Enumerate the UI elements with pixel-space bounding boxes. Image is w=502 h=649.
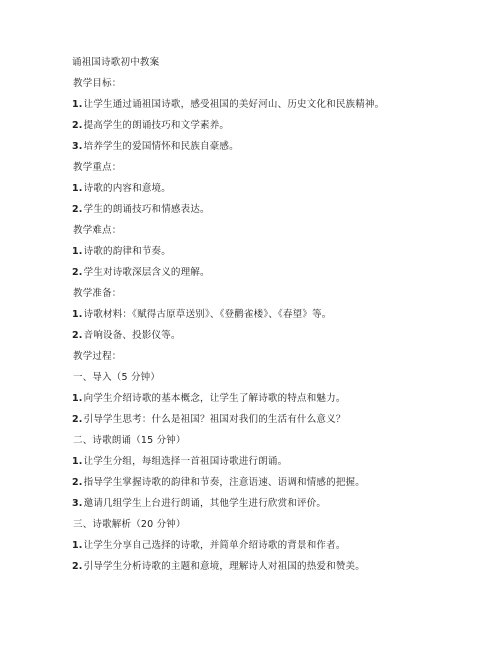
document-title bbox=[72, 56, 462, 77]
list-item bbox=[72, 245, 462, 266]
list-item bbox=[72, 182, 462, 203]
line-number: 1. bbox=[72, 99, 83, 110]
line-text: 培养学生的爱国情怀和民族自豪感。 bbox=[83, 141, 239, 152]
line-number: 1. bbox=[72, 456, 83, 467]
list-item bbox=[72, 476, 462, 497]
document-title-text: 诵祖国诗歌初中教案 bbox=[72, 57, 160, 68]
line-text: 教学重点： bbox=[73, 162, 122, 173]
list-item bbox=[72, 98, 462, 119]
line-text: 引导学生分析诗歌的主题和意境，理解诗人对祖国的热爱和赞美。 bbox=[83, 561, 365, 572]
line-number: 2. bbox=[72, 414, 83, 425]
line-text: 让学生通过诵祖国诗歌，感受祖国的美好河山、历史文化和民族精神。 bbox=[83, 99, 385, 110]
list-item bbox=[72, 455, 462, 476]
subsection-heading bbox=[72, 371, 462, 392]
line-text: 让学生分组，每组选择一首祖国诗歌进行朗诵。 bbox=[83, 456, 288, 467]
list-item bbox=[72, 308, 462, 329]
list-item bbox=[72, 560, 462, 581]
line-number: 3. bbox=[72, 141, 83, 152]
line-number: 1. bbox=[72, 540, 83, 551]
section-heading-preparation bbox=[72, 287, 462, 308]
line-text: 二、诗歌朗诵（15 分钟） bbox=[73, 435, 186, 446]
list-item bbox=[72, 413, 462, 434]
line-text: 提高学生的朗诵技巧和文学素养。 bbox=[83, 120, 230, 131]
line-text: 教学目标： bbox=[73, 78, 122, 89]
list-item bbox=[72, 266, 462, 287]
line-text: 邀请几组学生上台进行朗诵，其他学生进行欣赏和评价。 bbox=[83, 498, 327, 509]
line-text: 教学难点： bbox=[73, 225, 122, 236]
line-text: 引导学生思考：什么是祖国？祖国对我们的生活有什么意义？ bbox=[83, 414, 346, 425]
line-number: 1. bbox=[72, 393, 83, 404]
section-heading-process bbox=[72, 350, 462, 371]
line-text: 三、诗歌解析（20 分钟） bbox=[73, 519, 186, 530]
line-number: 2. bbox=[72, 204, 83, 215]
line-number: 1. bbox=[72, 183, 83, 194]
line-text: 让学生分享自己选择的诗歌，并简单介绍诗歌的背景和作者。 bbox=[83, 540, 346, 551]
list-item bbox=[72, 203, 462, 224]
line-number: 2. bbox=[72, 267, 83, 278]
subsection-heading bbox=[72, 518, 462, 539]
line-text: 一、导入（5 分钟） bbox=[73, 372, 161, 383]
line-text: 教学准备： bbox=[73, 288, 122, 299]
section-heading-objectives bbox=[72, 77, 462, 98]
list-item bbox=[72, 392, 462, 413]
line-number: 2. bbox=[72, 120, 83, 131]
list-item bbox=[72, 140, 462, 161]
line-text: 诗歌材料：《赋得古原草送别》、《登鹳雀楼》、《春望》等。 bbox=[83, 309, 332, 320]
line-number: 3. bbox=[72, 498, 83, 509]
line-text: 向学生介绍诗歌的基本概念，让学生了解诗歌的特点和魅力。 bbox=[83, 393, 346, 404]
section-heading-key-points bbox=[72, 161, 462, 182]
line-text: 教学过程： bbox=[73, 351, 122, 362]
list-item bbox=[72, 119, 462, 140]
line-text: 音响设备、投影仪等。 bbox=[83, 330, 181, 341]
line-number: 1. bbox=[72, 246, 83, 257]
line-text: 指导学生掌握诗歌的韵律和节奏，注意语速、语调和情感的把握。 bbox=[83, 477, 365, 488]
line-text: 诗歌的内容和意境。 bbox=[83, 183, 171, 194]
line-text: 学生对诗歌深层含义的理解。 bbox=[83, 267, 210, 278]
list-item bbox=[72, 329, 462, 350]
list-item bbox=[72, 497, 462, 518]
line-number: 2. bbox=[72, 561, 83, 572]
list-item bbox=[72, 539, 462, 560]
line-text: 学生的朗诵技巧和情感表达。 bbox=[83, 204, 210, 215]
line-number: 2. bbox=[72, 330, 83, 341]
line-number: 1. bbox=[72, 309, 83, 320]
line-text: 诗歌的韵律和节奏。 bbox=[83, 246, 171, 257]
line-number: 2. bbox=[72, 477, 83, 488]
section-heading-difficulties bbox=[72, 224, 462, 245]
subsection-heading bbox=[72, 434, 462, 455]
